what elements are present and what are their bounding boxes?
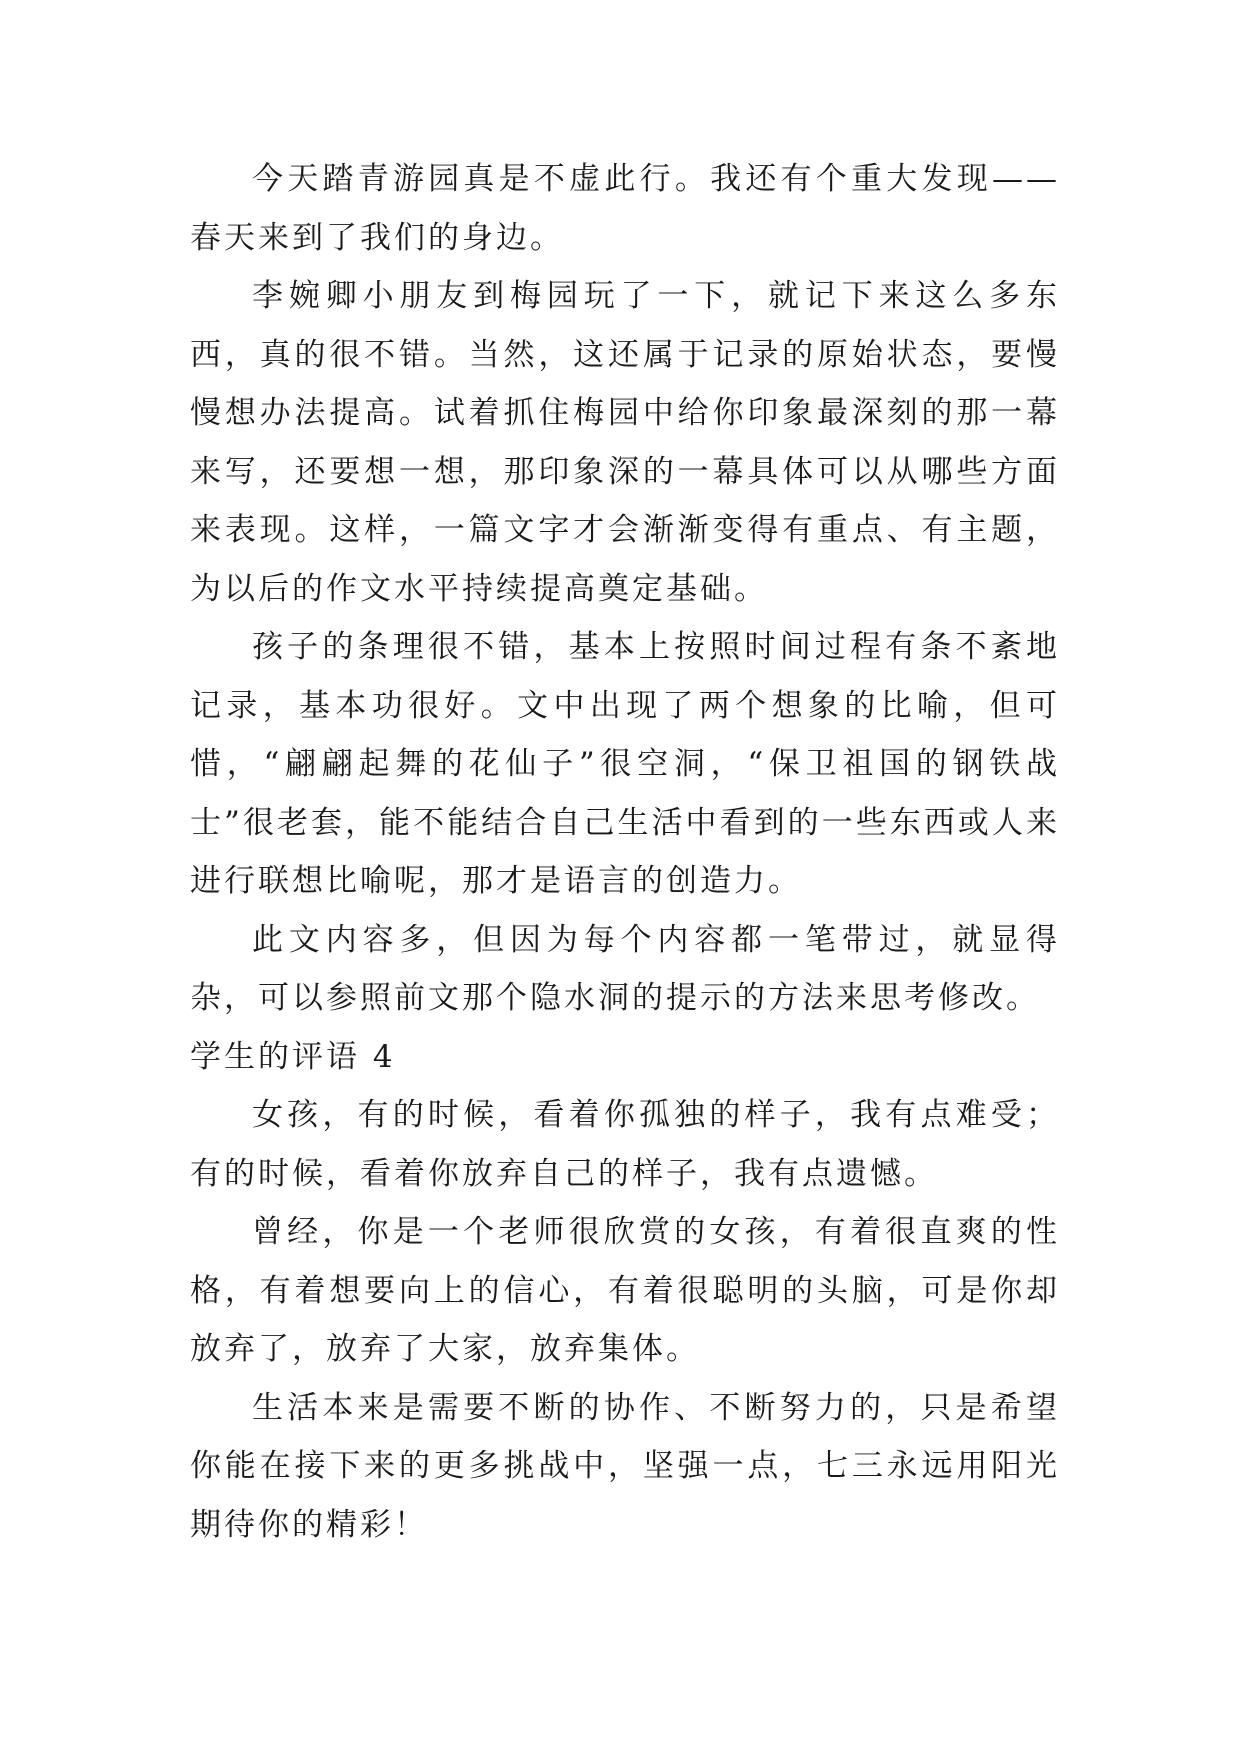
document-body xyxy=(190,150,1060,1554)
section-heading: 学生的评语 4 xyxy=(190,1038,396,1075)
paragraph: 生活本来是需要不断的协作、不断努力的，只是希望你能在接下来的更多挑战中，坚强一点，七三永远用阳光期待你的精彩！ xyxy=(190,1389,1060,1543)
paragraph: 此文内容多，但因为每个内容都一笔带过，就显得杂，可以参照前文那个隐水洞的提示的方法来思考修改。 xyxy=(190,921,1060,1016)
paragraph: 李婉卿小朋友到梅园玩了一下，就记下来这么多东西，真的很不错。当然，这还属于记录的原始状态，要慢慢想办法提高。试着抓住梅园中给你印象最深刻的那一幕来写，还要想一想，那印象深的一幕具体可以从哪些方面来表现。这样，一篇文字才会渐渐变得有重点、有主题，为以后的作文水平持续提高奠定基础。 xyxy=(190,278,1060,607)
paragraph: 今天踏青游园真是不虚此行。我还有个重大发现——春天来到了我们的身边。 xyxy=(190,161,1060,256)
paragraph: 曾经，你是一个老师很欣赏的女孩，有着很直爽的性格，有着想要向上的信心，有着很聪明的头脑，可是你却放弃了，放弃了大家，放弃集体。 xyxy=(190,1214,1060,1367)
paragraph: 孩子的条理很不错，基本上按照时间过程有条不紊地记录，基本功很好。文中出现了两个想象的比喻，但可惜，“翩翩起舞的花仙子”很空洞，“保卫祖国的钢铁战士”很老套，能不能结合自己生活中看到的一些东西或人来进行联想比喻呢，那才是语言的创造力。 xyxy=(190,629,1060,899)
paragraph: 女孩，有的时候，看着你孤独的样子，我有点难受；有的时候，看着你放弃自己的样子，我有点遗憾。 xyxy=(190,1097,1060,1192)
